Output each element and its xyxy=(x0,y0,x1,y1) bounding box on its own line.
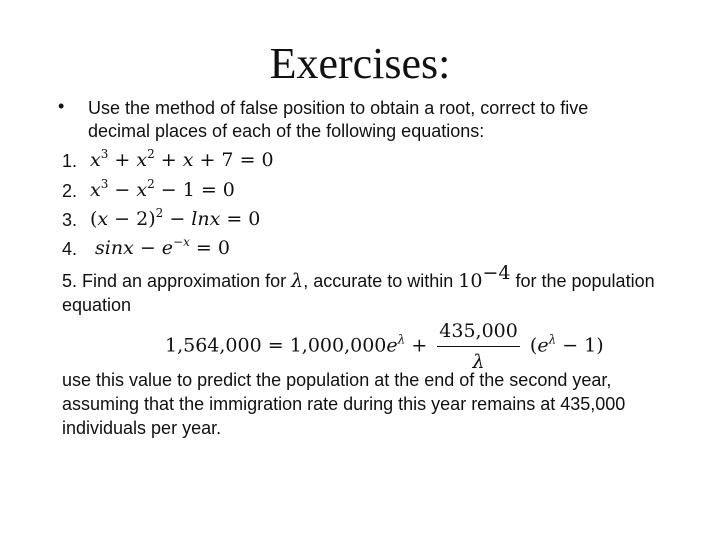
closing-line-1: use this value to predict the population at the end of the second year, xyxy=(62,370,612,390)
paren-lambda: λ xyxy=(548,332,557,347)
population-equation xyxy=(165,318,604,375)
equation-2-number: 2. xyxy=(62,181,78,201)
tolerance-exponent: −4 xyxy=(482,262,511,284)
closing-line-3: individuals per year. xyxy=(62,418,222,438)
equation-3-number: 3. xyxy=(62,210,78,230)
problem-5-line-2: equation xyxy=(62,295,132,315)
closing-line-2: assuming that the immigration rate during this year remains at 435,000 xyxy=(62,394,626,414)
equation-2: $x^3 - x^2 - 1 = 0$ xyxy=(90,177,235,201)
lambda-symbol: λ xyxy=(291,270,304,292)
equation-4-number: 4. xyxy=(62,239,78,259)
equation-4: $\sin x - e^{-x} = 0$ xyxy=(95,235,230,259)
fraction xyxy=(437,318,520,375)
equation-lhs: 1,564,000 = 1,000,000 xyxy=(165,334,387,357)
tolerance-base: 10 xyxy=(458,270,483,292)
exp-lambda: λ xyxy=(397,332,406,347)
intro-line-1: Use the method of false position to obtain a root, correct to five xyxy=(88,98,589,118)
equation-3: $(x - 2)^2 - \ln x = 0$ xyxy=(90,206,261,230)
equation-1-number: 1. xyxy=(62,151,78,171)
paren-open: ( xyxy=(529,334,538,357)
plus-sign: + xyxy=(411,334,428,357)
intro-line-2: decimal places of each of the following equations: xyxy=(88,121,485,141)
problem-5-line-1 xyxy=(62,262,655,292)
bullet-marker: • xyxy=(58,96,65,116)
paren-close: − 1) xyxy=(556,334,604,357)
problem-5-mid: , accurate to within xyxy=(303,271,454,291)
fraction-denominator: λ xyxy=(472,351,485,373)
paren-e: e xyxy=(537,334,549,357)
equation-1: $x^3 + x^2 + x + 7 = 0$ xyxy=(90,147,274,171)
slide-title: Exercises: xyxy=(269,39,451,88)
exp-e: e xyxy=(386,334,398,357)
problem-5-suffix: for the population xyxy=(510,271,655,291)
problem-5-prefix: 5. Find an approximation for xyxy=(62,271,287,291)
fraction-numerator: 435,000 xyxy=(437,318,520,347)
